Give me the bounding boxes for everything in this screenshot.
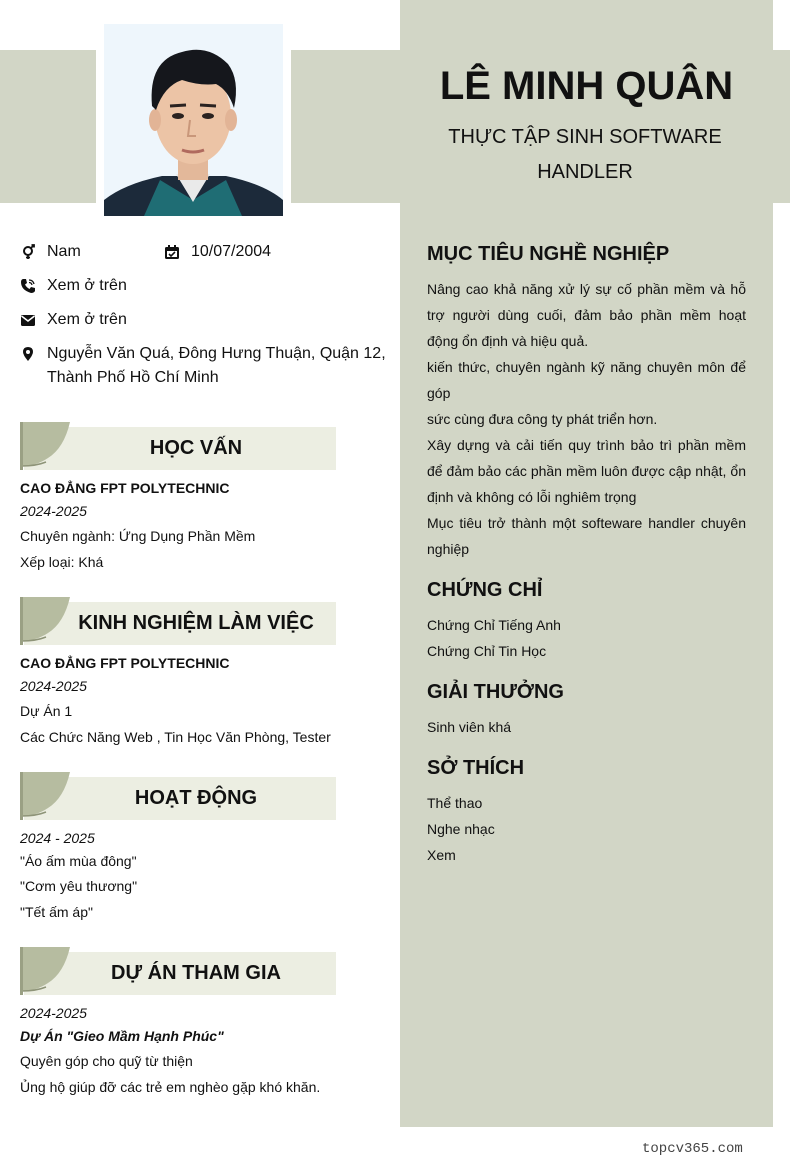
hobby-item: Nghe nhạc xyxy=(427,821,495,837)
award-item: Sinh viên khá xyxy=(427,719,512,735)
birthdate-row xyxy=(164,240,271,264)
objective-paragraph: Xây dựng và cải tiến quy trình bảo trì phần mềm để đảm bảo các phần mềm luôn được cập nhật, ổn định và không có lỗi nghiêm trọng xyxy=(427,437,746,505)
header-band-edge xyxy=(773,50,790,203)
experience-project: Dự Án 1 xyxy=(20,703,73,719)
hobbies-list xyxy=(427,790,495,868)
phone-icon xyxy=(20,278,36,294)
experience-heading-title: KINH NGHIỆM LÀM VIỆC xyxy=(78,612,314,634)
leaf-icon xyxy=(20,422,72,470)
experience-heading xyxy=(20,597,336,645)
birthdate-value: 10/07/2004 xyxy=(191,243,272,260)
education-grade: Xếp loại: Khá xyxy=(20,554,104,570)
calendar-icon xyxy=(164,244,180,260)
projects-heading-title: DỰ ÁN THAM GIA xyxy=(111,962,281,984)
job-title-line-2: HANDLER xyxy=(537,161,633,183)
experience-details: Các Chức Năng Web , Tin Học Văn Phòng, Tester xyxy=(20,729,331,745)
address-line-1: Nguyễn Văn Quá, Đông Hưng Thuận, Quận 12, xyxy=(47,345,386,362)
experience-period: 2024-2025 xyxy=(20,678,87,694)
address-row xyxy=(20,342,386,390)
leaf-icon xyxy=(20,772,72,820)
gender-icon xyxy=(20,244,36,260)
leaf-icon xyxy=(20,947,72,995)
education-period: 2024-2025 xyxy=(20,503,87,519)
job-title-line-1: THỰC TẬP SINH SOFTWARE xyxy=(448,126,722,148)
leaf-icon xyxy=(20,597,72,645)
certificate-item: Chứng Chỉ Tiếng Anh xyxy=(427,617,561,633)
header-band-middle xyxy=(291,50,400,203)
objective-paragraph: sức cùng đưa công ty phát triển hơn. xyxy=(427,411,658,427)
objective-paragraph: Nâng cao khả năng xử lý sự cố phần mềm và hỗ trợ người dùng cuối, đảm bảo phần mềm hoạt động ổn định và hiệu quả. xyxy=(427,281,746,349)
education-major: Chuyên ngành: Ứng Dụng Phần Mềm xyxy=(20,528,256,544)
candidate-name: LÊ MINH QUÂN xyxy=(439,64,734,108)
experience-company: CAO ĐẲNG FPT POLYTECHNIC xyxy=(20,655,230,671)
location-pin-icon xyxy=(20,346,36,362)
education-heading xyxy=(20,422,336,470)
address-value xyxy=(47,342,386,390)
phone-row xyxy=(20,274,127,298)
education-heading-title: HỌC VẤN xyxy=(149,437,243,459)
awards-heading: GIẢI THƯỞNG xyxy=(427,681,564,703)
objective-paragraph: Mục tiêu trở thành một softeware handler chuyên nghiệp xyxy=(427,515,746,557)
address-line-2: Thành Phố Hồ Chí Minh xyxy=(47,369,219,386)
header-band-left xyxy=(0,50,96,203)
education-school: CAO ĐẲNG FPT POLYTECHNIC xyxy=(20,480,230,496)
profile-photo xyxy=(104,24,283,216)
gender-value: Nam xyxy=(47,243,81,260)
projects-heading xyxy=(20,947,336,995)
activity-item: "Cơm yêu thương" xyxy=(20,878,138,894)
phone-value: Xem ở trên xyxy=(47,277,127,294)
project-line: Quyên góp cho quỹ từ thiện xyxy=(20,1053,193,1069)
email-row xyxy=(20,308,127,332)
objective-text xyxy=(427,276,746,562)
hobby-item: Thể thao xyxy=(427,795,483,811)
activities-period: 2024 - 2025 xyxy=(20,830,95,846)
watermark: topcv365.com xyxy=(642,1141,743,1157)
project-name: Dự Án "Gieo Mầm Hạnh Phúc" xyxy=(20,1028,224,1044)
email-value: Xem ở trên xyxy=(47,311,127,328)
projects-period: 2024-2025 xyxy=(20,1005,87,1021)
certificate-item: Chứng Chỉ Tin Học xyxy=(427,643,547,659)
activities-heading-title: HOẠT ĐỘNG xyxy=(134,787,258,809)
certificates-heading: CHỨNG CHỈ xyxy=(427,579,543,601)
certificates-list xyxy=(427,612,561,664)
awards-list xyxy=(427,714,511,740)
project-line: Ủng hộ giúp đỡ các trẻ em nghèo gặp khó khăn. xyxy=(20,1079,321,1095)
hobbies-heading: SỞ THÍCH xyxy=(427,757,525,779)
objective-heading: MỤC TIÊU NGHỀ NGHIỆP xyxy=(427,243,670,265)
hobby-item: Xem xyxy=(427,847,456,863)
activity-item: "Áo ấm mùa đông" xyxy=(20,853,137,869)
envelope-icon xyxy=(20,312,36,328)
gender-row xyxy=(20,240,81,264)
activity-item: "Tết ấm áp" xyxy=(20,904,93,920)
activities-heading xyxy=(20,772,336,820)
objective-paragraph: kiến thức, chuyên ngành kỹ năng chuyên môn để góp xyxy=(427,359,746,401)
job-title xyxy=(440,120,730,190)
